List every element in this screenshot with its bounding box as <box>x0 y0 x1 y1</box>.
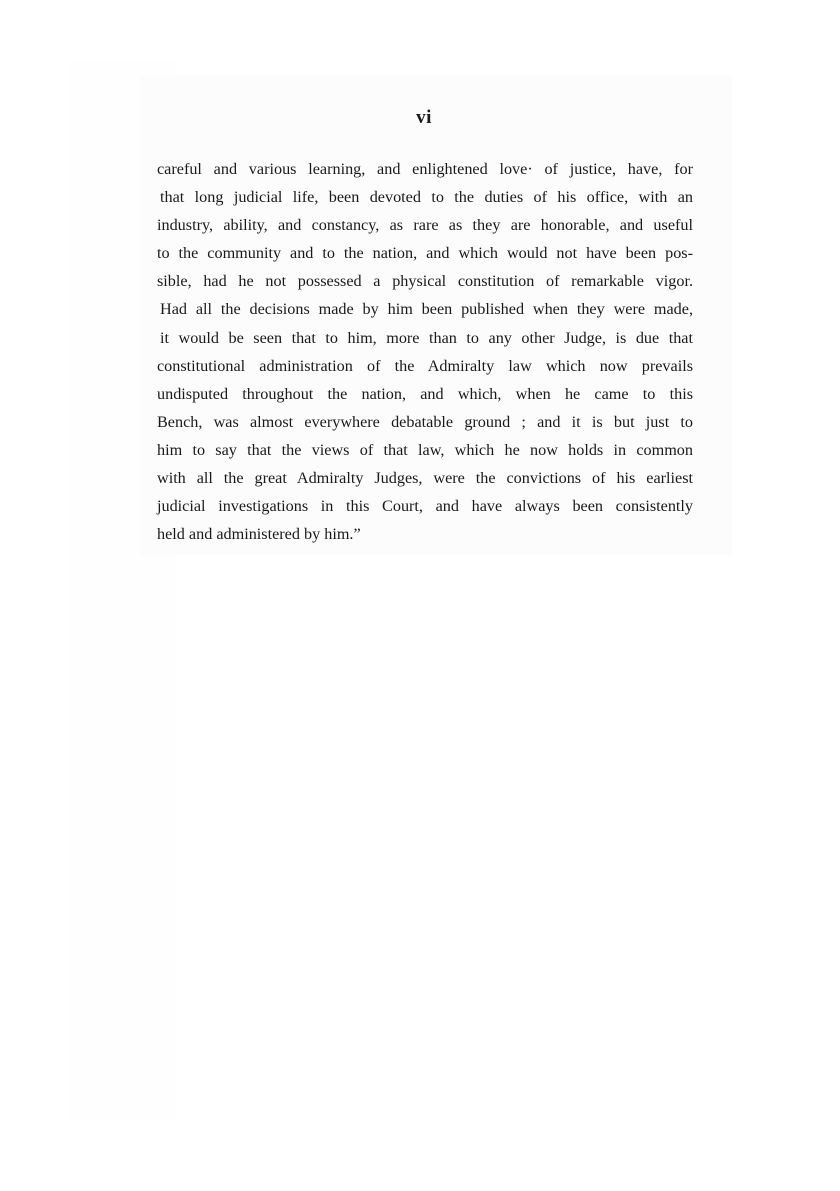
text-line: to the community and to the nation, and which would not have been pos- <box>157 244 693 263</box>
text-line: that long judicial life, been devoted to the duties of his office, with an <box>160 188 693 207</box>
text-line: constitutional administration of the Admiralty law which now prevails <box>157 356 693 375</box>
text-line: with all the great Admiralty Judges, were the convictions of his earliest <box>157 469 693 488</box>
text-line: it would be seen that to him, more than to any other Judge, is due that <box>160 328 693 347</box>
page-number: vi <box>416 107 432 128</box>
text-line: judicial investigations in this Court, and have always been consistently <box>157 497 693 516</box>
text-line: held and administered by him.” <box>157 525 361 544</box>
text-line: undisputed throughout the nation, and which, when he came to this <box>157 384 693 403</box>
text-line: careful and various learning, and enlightened love· of justice, have, for <box>157 160 693 178</box>
text-line: sible, had he not possessed a physical constitution of remarkable vigor. <box>157 272 693 291</box>
text-line: Had all the decisions made by him been published when they were made, <box>160 300 693 319</box>
text-line: him to say that the views of that law, which he now holds in common <box>157 440 693 459</box>
text-line: Bench, was almost everywhere debatable ground ; and it is but just to <box>157 412 693 431</box>
text-line: industry, ability, and constancy, as rare as they are honorable, and useful <box>157 216 693 235</box>
body-paragraph <box>157 155 693 548</box>
